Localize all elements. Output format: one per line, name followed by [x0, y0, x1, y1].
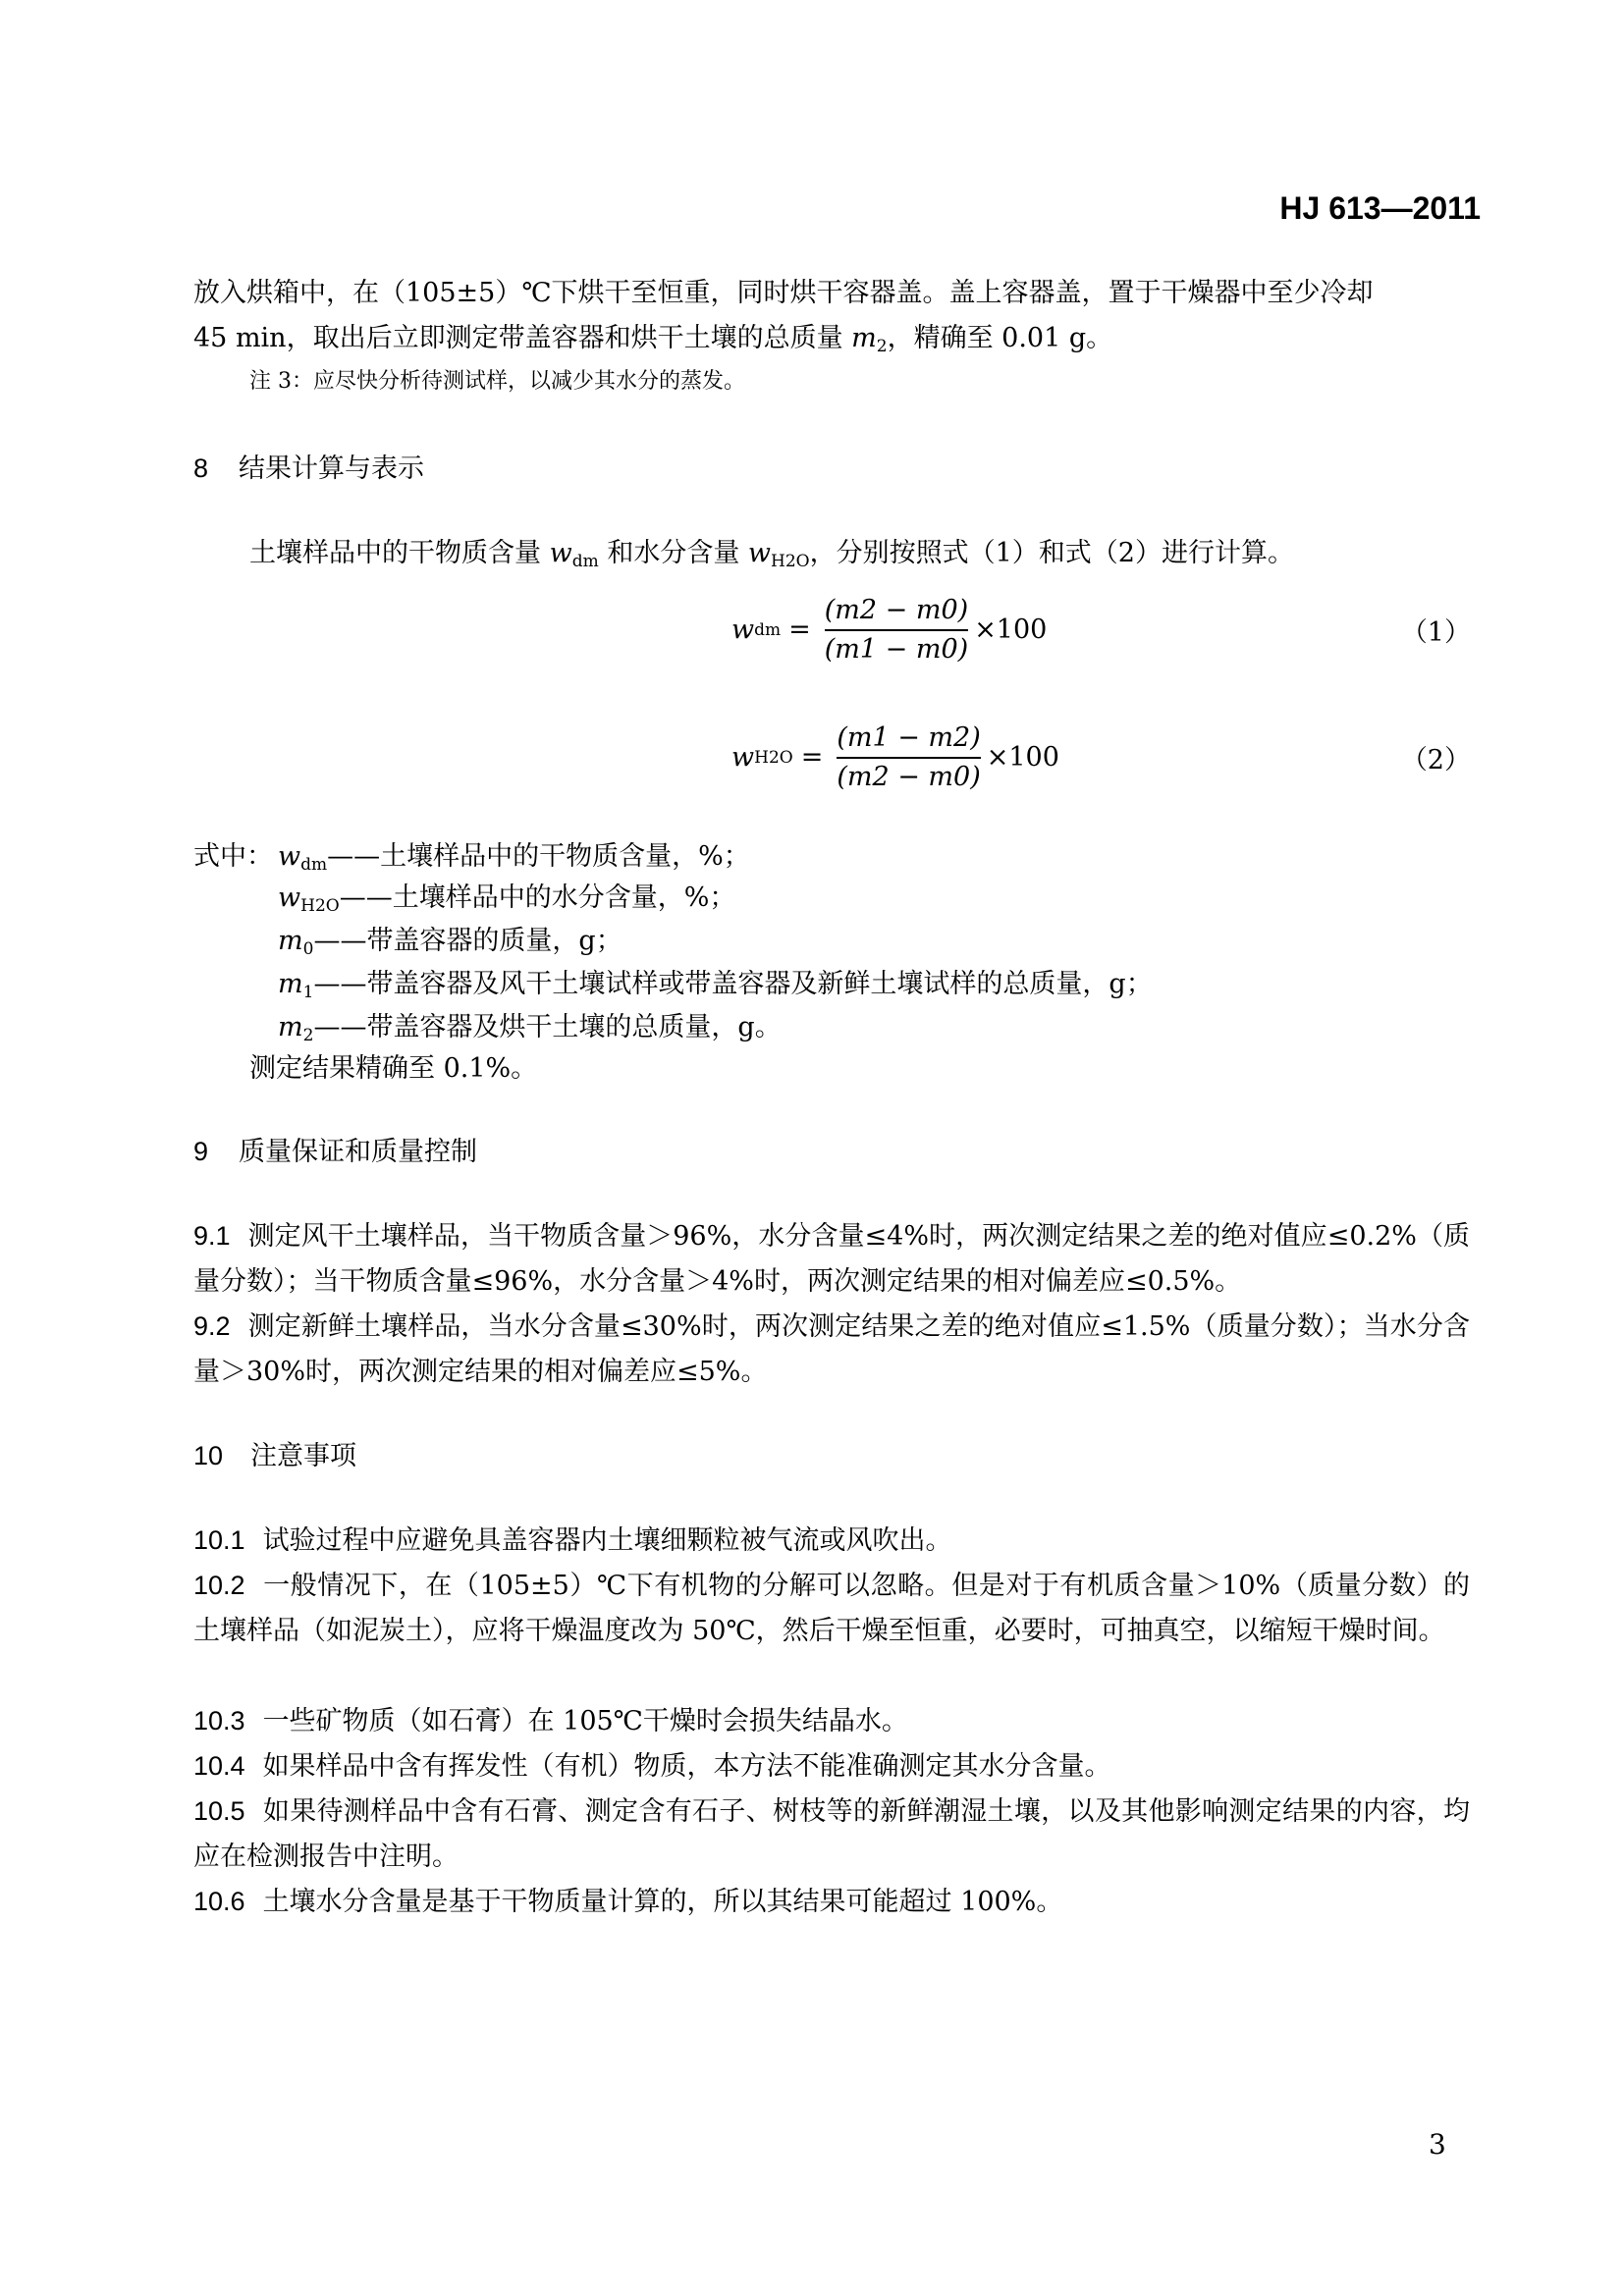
standard-code: HJ 613—2011 — [1279, 190, 1481, 226]
clause-9-2: 9.2 测定新鲜土壤样品，当水分含量≤30%时，两次测定结果之差的绝对值应≤1.5%（质量分数）；当水分含量＞30%时，两次测定结果的相对偏差应≤5%。 — [193, 1311, 1470, 1387]
intro-line-2: 45 min，取出后立即测定带盖容器和烘干土壤的总质量 $m_2$，精确至 0.01 g。 — [193, 323, 1113, 356]
definition-w-h2o: $w_{H2O}——$土壤样品中的水分含量，%； — [278, 882, 736, 916]
formula-2-number: （2） — [1400, 745, 1471, 775]
section-10-heading: 10 注意事项 — [193, 1441, 356, 1470]
formula-2-fraction: $\frac{(m1 - m2)}{(m2 - m0)}$ — [837, 722, 981, 792]
formula-2: w H2O = $\frac{(m1 - m2)}{(m2 - m0)}$ ×100 — [731, 722, 1059, 792]
where-label: 式中： — [193, 841, 273, 872]
definition-m2: $m_2——$带盖容器及烘干土壤的总质量，g。 — [278, 1012, 782, 1045]
definition-m0: $m_0——$带盖容器的质量，g； — [278, 926, 622, 959]
section-8-paragraph: 土壤样品中的干物质含量 $w_{dm}$ 和水分含量 $w_{H2O}$，分别按照式（1）和式（2）进行计算。 — [249, 538, 1294, 571]
definition-w-dm: $w_{dm}——$土壤样品中的干物质含量，%； — [278, 841, 750, 875]
clause-10-5: 10.5 如果待测样品中含有石膏、测定含有石子、树枝等的新鲜潮湿土壤，以及其他影响测定结果的内容，均应在检测报告中注明。 — [193, 1796, 1470, 1872]
note-3: 注 3：应尽快分析待测试样，以减少其水分的蒸发。 — [249, 369, 745, 394]
formula-1-number: （1） — [1400, 617, 1471, 648]
clause-10-3: 10.3 一些矿物质（如石膏）在 105℃干燥时会损失结晶水。 — [193, 1706, 908, 1736]
section-8-heading: 8 结果计算与表示 — [193, 454, 424, 483]
formula-1-fraction: $\frac{(m2 - m0)}{(m1 - m0)}$ — [824, 595, 969, 665]
clause-10-6: 10.6 土壤水分含量是基于干物质量计算的，所以其结果可能超过 100%。 — [193, 1887, 1063, 1917]
clause-10-4: 10.4 如果样品中含有挥发性（有机）物质，本方法不能准确测定其水分含量。 — [193, 1751, 1111, 1782]
section-9-heading: 9 质量保证和质量控制 — [193, 1137, 477, 1166]
page-number: 3 — [1429, 2128, 1446, 2161]
precision-note: 测定结果精确至 0.1%。 — [249, 1053, 538, 1084]
intro-line-1: 放入烘箱中，在（105±5）℃下烘干至恒重，同时烘干容器盖。盖上容器盖，置于干燥器中至少冷却 — [193, 278, 1374, 308]
definition-m1: $m_1——$带盖容器及风干土壤试样或带盖容器及新鲜土壤试样的总质量，g； — [278, 969, 1153, 1002]
formula-1: w dm = $\frac{(m2 - m0)}{(m1 - m0)}$ ×100 — [731, 595, 1048, 665]
clause-9-1: 9.1 测定风干土壤样品，当干物质含量＞96%，水分含量≤4%时，两次测定结果之差的绝对值应≤0.2%（质量分数）；当干物质含量≤96%，水分含量＞4%时，两次测定结果的相对偏差应≤0.5%。 — [193, 1221, 1470, 1297]
clause-10-1: 10.1 试验过程中应避免具盖容器内土壤细颗粒被气流或风吹出。 — [193, 1525, 952, 1556]
clause-10-2: 10.2 一般情况下，在（105±5）℃下有机物的分解可以忽略。但是对于有机质含量＞10%（质量分数）的土壤样品（如泥炭土），应将干燥温度改为 50℃，然后干燥至恒重，必要时，可抽真空，以缩短干燥时间。 — [193, 1571, 1470, 1646]
